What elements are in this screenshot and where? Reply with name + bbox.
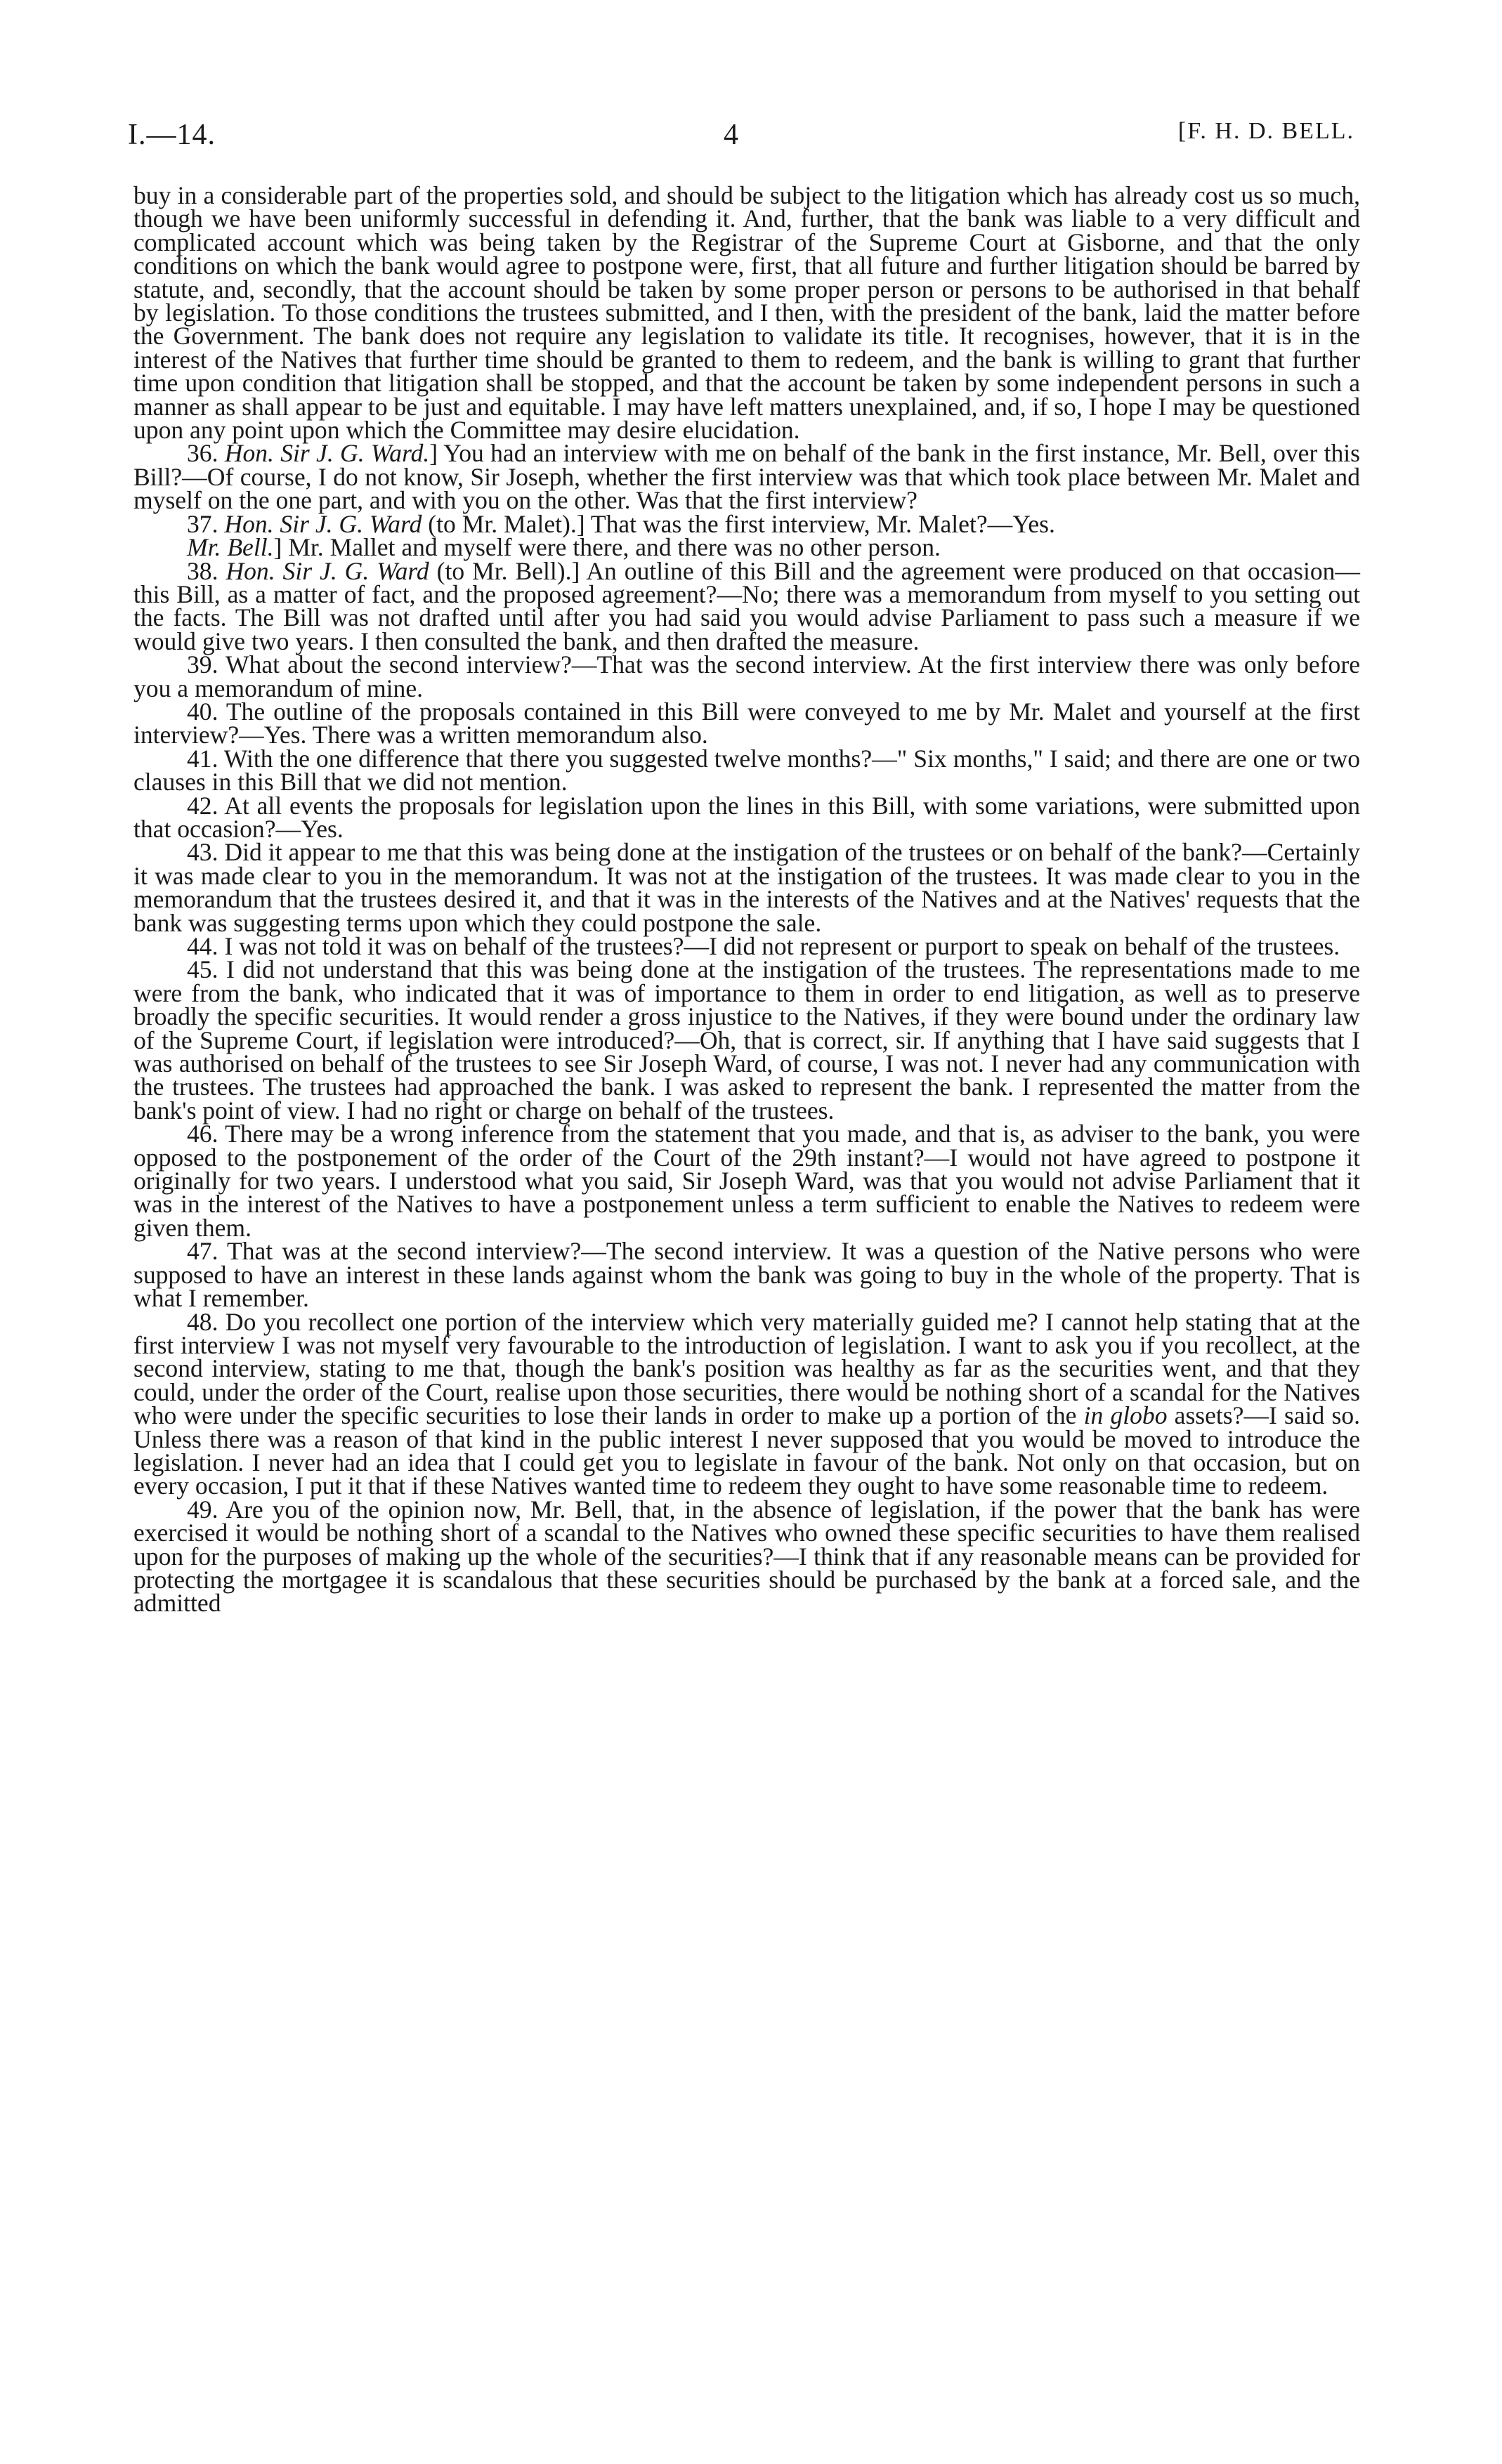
paragraph: [133, 932, 1360, 960]
speaker-name: Mr. Bell.: [187, 533, 274, 562]
paragraph: [133, 1237, 1360, 1313]
speaker-name: Hon. Sir J. G. Ward: [226, 556, 429, 585]
paragraph-text: 45. I did not understand that this was being done at the instigation of the trustees. The representations made to me were from the bank, who indicated that it was of importance to them in order to end litigation, as well as to preserve broadly the specific securities. It would render a gross injustice to the Natives, if they were bound under the ordinary law of the Supreme Court, if legislation were introduced?—Oh, that is correct, sir. If anything that I have said suggests that I was authorised on behalf of the trustees to see Sir Joseph Ward, of course, I was not. I never had any communication with the trustees. The trustees had approached the bank. I was asked to represent the bank. I represented the matter from the bank's point of view. I had no right or charge on behalf of the trustees.: [133, 955, 1360, 1125]
paragraph-text: 48. Do you recollect one portion of the interview which very materially guided me? I cannot help stating that at the first interview I was not myself very favourable to the introduction of legislation. I want to ask you if you recollect, at the second interview, stating to me that, though the bank's position was healthy as far as the securities went, and that they could, under the order of the Court, realise upon those securities, there would be nothing short of a scandal for the Natives who were under the specific securities to lose their lands in order to make up a portion of the: [133, 1307, 1360, 1430]
paragraph-text: (to Mr. Malet).] That was the first interview, Mr. Malet?—Yes.: [422, 509, 1055, 538]
paragraph-text: ] Mr. Mallet and myself were there, and there was no other person.: [273, 533, 941, 562]
paragraph-text: assets?—I said so. Unless there was a reason of that kind in the public interest I never supposed that you would be moved to introduce the legislation. I never had an idea that I could get you to legislate in favour of the bank. Not only on that occasion, but on every occasion, I put it that if these Natives wanted time to redeem they ought to have some reasonable time to redeem.: [133, 1401, 1361, 1500]
paragraph: [133, 1495, 1360, 1618]
paragraph: [133, 1307, 1361, 1500]
paragraph-text: 38.: [187, 556, 226, 585]
paragraph-text: buy in a considerable part of the properties sold, and should be subject to the litigation which has already cost us so much, though we have been uniformly successful in defending it. And, further, that the bank was liable to a very difficult and complicated account which was being taken by the Registrar of the Supreme Court at Gisborne, and that the only conditions on which the bank would agree to postpone were, first, that all future and further litigation should be barred by statute, and, secondly, that the account should be taken by some proper person or persons to be authorised in that behalf by legislation. To those conditions the trustees submitted, and I then, with the president of the bank, laid the matter before the Government. The bank does not require any legislation to validate its title. It recognises, however, that it is in the interest of the Natives that further time should be granted to them to redeem, and the bank is willing to grant that further time upon condition that litigation shall be stopped, and that the account be taken by some independent persons in such a manner as shall appear to be just and equitable. I may have left matters unexplained, and, if so, I hope I may be questioned upon any point upon which the Committee may desire elucidation.: [133, 181, 1360, 445]
witness-name: [F. H. D. BELL.: [1177, 118, 1354, 144]
paragraph-text: 40. The outline of the proposals contained in this Bill were conveyed to me by Mr. Malet and yourself at the first interview?—Yes. There was a written memorandum also.: [133, 697, 1360, 749]
paragraph: [133, 1122, 1360, 1240]
paragraph: [133, 556, 1360, 655]
paragraph: [133, 181, 1360, 445]
paragraph: [133, 509, 1360, 538]
paragraph-text: 46. There may be a wrong inference from the statement that you made, and that is, as adviser to the bank, you were opposed to the postponement of the order of the Court of the 29th instant?—I would not have agreed to postpone it originally for two years. I understood what you said, Sir Joseph Ward, was that you would not advise Parliament that it was in the interest of the Natives to have a postponement unless a term sufficient to enable the Natives to redeem were given them.: [133, 1120, 1360, 1242]
paragraph-text: 36.: [187, 439, 225, 468]
paragraph: [133, 791, 1360, 843]
paragraph-text: (to Mr. Bell).] An outline of this Bill and the agreement were produced on that occasion—this Bill, as a matter of fact, and the proposed agreement?—No; there was a memorandum from myself to you setting out the facts. The Bill was not drafted until after you had said you would advise Parliament to pass such a measure if we would give two years. I then consulted the bank, and then drafted the measure.: [133, 556, 1360, 655]
paragraph-text: 37.: [187, 509, 225, 538]
document-body: [133, 181, 1361, 1618]
page-number: 4: [724, 119, 738, 151]
paragraph: [133, 838, 1360, 937]
paragraph-text: 47. That was at the second interview?—The second interview. It was a question of the Native persons who were supposed to have an interest in these lands against whom the bank was going to buy in the whole of the property. That is what I remember.: [133, 1237, 1360, 1313]
paragraph-text: 42. At all events the proposals for legislation upon the lines in this Bill, with some variations, were submitted upon that occasion?—Yes.: [133, 791, 1360, 843]
paper-reference: I.—14.: [128, 119, 216, 151]
speaker-name: Hon. Sir J. G. Ward: [224, 509, 422, 538]
paragraph: [133, 697, 1360, 749]
paragraph: [133, 744, 1360, 797]
paragraph: [133, 533, 1360, 562]
paragraph-text: 44. I was not told it was on behalf of the trustees?—I did not represent or purport to speak on behalf of the trustees.: [187, 932, 1340, 960]
paragraph-text: 49. Are you of the opinion now, Mr. Bell, that, in the absence of legislation, if the power that the bank has were exercised it would be nothing short of a scandal to the Natives who owned these specific securities to have them realised upon for the purposes of making up the whole of the securities?—I think that if any reasonable means can be provided for protecting the mortgagee it is scandalous that these securities should be purchased by the bank at a forced sale, and the admitted: [133, 1495, 1360, 1618]
paragraph-text: 41. With the one difference that there you suggested twelve months?—" Six months," I said; and there are one or two clauses in this Bill that we did not mention.: [133, 744, 1360, 797]
speaker-name: Hon. Sir J. G. Ward.: [224, 439, 430, 468]
paragraph: [133, 439, 1361, 515]
paragraph-text: 43. Did it appear to me that this was being done at the instigation of the trustees or on behalf of the bank?—Certainly it was made clear to you in the memorandum. It was not at the instigation of the trustees. It was made clear to you in the memorandum that the trustees desired it, and that it was in the interests of the Natives and at the Natives' requests that the bank was suggesting terms upon which they could postpone the sale.: [133, 838, 1360, 937]
paragraph: [133, 650, 1360, 702]
paragraph: [133, 955, 1360, 1125]
paragraph-text: ] You had an interview with me on behalf of the bank in the first instance, Mr. Bell, over this Bill?—Of course, I do not know, Sir Joseph, whether the first interview was that which took place between Mr. Malet and myself on the one part, and with you on the other. Was that the first interview?: [133, 439, 1361, 515]
speaker-name: in globo: [1083, 1401, 1168, 1430]
paragraph-text: 39. What about the second interview?—That was the second interview. At the first interview there was only before you a memorandum of mine.: [133, 650, 1360, 702]
page-header: [0, 118, 1502, 160]
